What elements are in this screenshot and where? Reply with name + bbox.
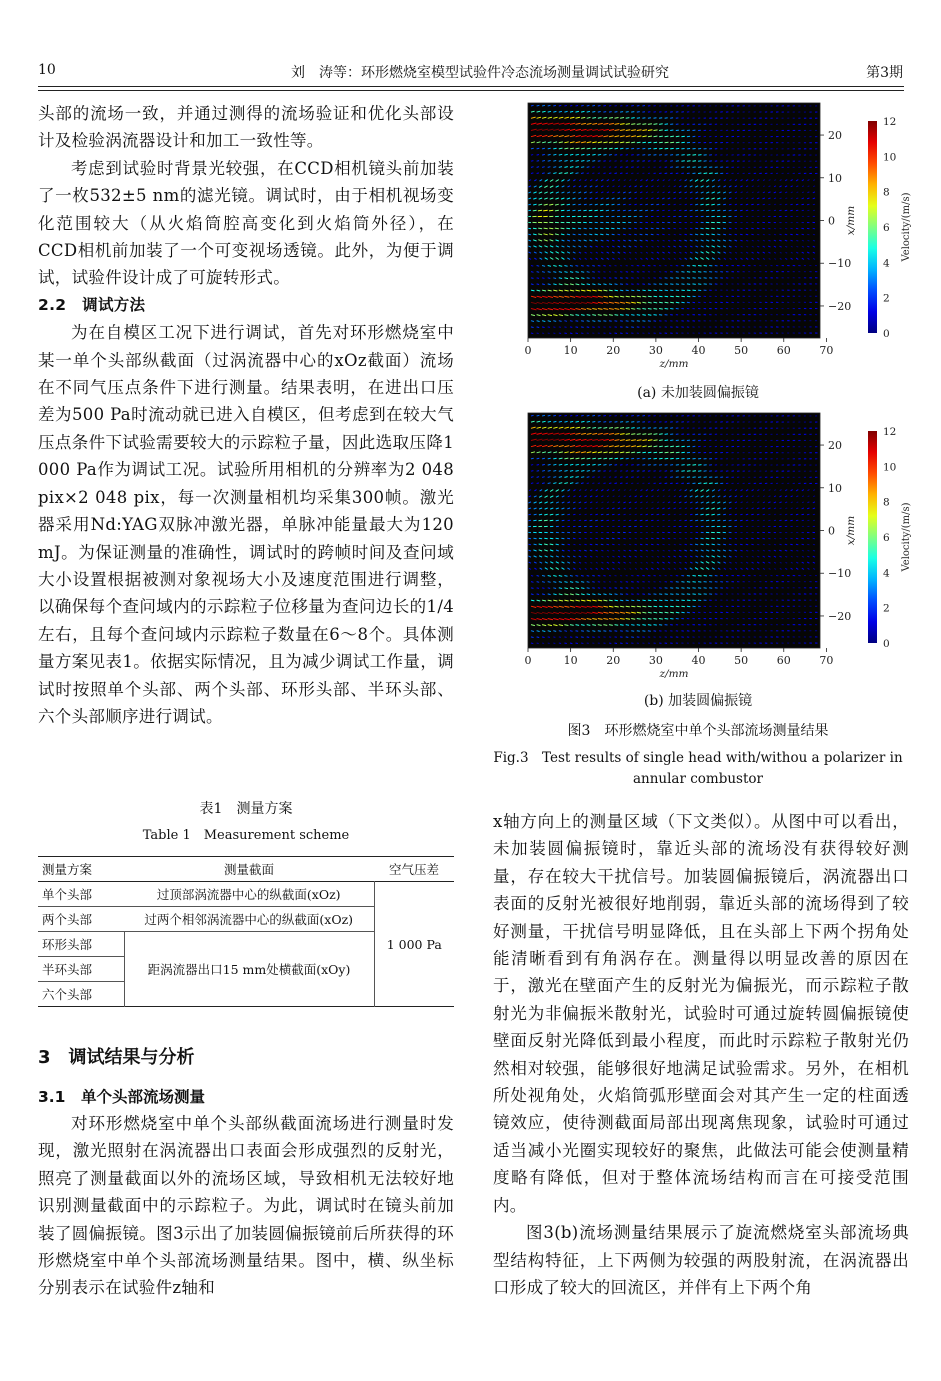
y-tick-label: −20: [828, 609, 852, 623]
x-tick-label: 40: [691, 654, 706, 667]
table-header-cell: 测量方案: [42, 862, 93, 877]
left-text-block-2: [38, 1110, 454, 1302]
table-cell: 六个头部: [38, 982, 124, 1007]
table-header-cell: 测量截面: [223, 862, 274, 877]
colorbar-tick-label: 8: [883, 186, 890, 199]
x-tick-label: 0: [524, 654, 532, 667]
table-cell: 两个头部: [42, 912, 93, 927]
y-tick-label: 0: [828, 214, 835, 228]
table-cell: 过两个相邻涡流器中心的纵截面(xOz): [124, 907, 374, 932]
x-tick-label: 70: [819, 654, 834, 667]
y-tick-label: −10: [828, 567, 852, 581]
colorbar-tick-label: 6: [883, 222, 890, 234]
paragraph: 头部的流场一致，并通过测得的流场验证和优化头部设计及检验涡流器设计和加工一致性等。: [38, 104, 454, 151]
figure-caption-cn: 图3 环形燃烧室中单个头部流场测量结果: [567, 723, 829, 739]
table-cell: 过顶部涡流器中心的纵截面(xOz): [124, 882, 374, 907]
x-tick-label: 10: [563, 654, 578, 667]
table-cell: 环形头部: [38, 932, 124, 957]
section-heading: 2.2 调试方法: [38, 295, 146, 314]
y-tick-label: 10: [828, 171, 842, 185]
figure-3b: [493, 408, 913, 708]
colorbar-tick-label: 2: [883, 602, 890, 615]
x-tick-label: 50: [734, 654, 749, 667]
header-rule-thin: [38, 90, 904, 91]
paragraph: 对环形燃烧室中单个头部纵截面流场进行测量时发现，激光照射在涡流器出口表面会形成强烈的反射光，照亮了测量截面以外的流场区域，导致相机无法较好地识别测量截面中的示踪粒子。为此，调试时在镜头前加装了圆偏振镜。图3示出了加装圆偏振镜前后所获得的环形燃烧室中单个头部流场测量结果。图中，横、纵坐标分别表示在试验件z轴和: [38, 1114, 454, 1298]
table-cell: 距涡流器出口15 mm处横截面(xOy): [124, 932, 374, 1007]
table-row: [38, 882, 454, 907]
y-axis-label: x/mm: [845, 515, 857, 546]
x-axis-label: z/mm: [659, 668, 689, 680]
table-cell: 单个头部: [42, 887, 93, 902]
y-tick-label: 20: [828, 439, 842, 453]
colorbar: [868, 121, 877, 333]
table-header-row: [38, 857, 454, 882]
paragraph: 为在自模区工况下进行调试，首先对环形燃烧室中某一单个头部纵截面（过涡流器中心的xOz截面）流场在不同气压点条件下进行测量。结果表明，在进出口压差为500 Pa时流动就已进入自模区，但考虑到在较大气压点条件下试验需要较大的示踪粒子量，因此选取压降1 000 Pa作为调试工况。试验所用相机的分辨率为2 048 pix×2 048 pix，每一次测量相机均采集300帧。激光器采用Nd:YAG双脉冲激光器，单脉冲能量最大为120 mJ。为保证测量的准确性，调试时的跨帧时间及查问域大小设置根据被测对象视场大小及速度范围进行调整，以确保每个查问域内的示踪粒子位移量为查问边长的1/4左右，且每个查问域内示踪粒子数量在6～8个。具体测量方案见表1。依据实际情况，且为减少调试工作量，调试时按照单个头部、两个头部、环形头部、半环头部、六个头部顺序进行调试。: [38, 323, 454, 726]
colorbar-tick-label: 0: [883, 328, 890, 340]
right-text-block: [493, 808, 909, 1301]
table-cell-pressure: 1 000 Pa: [386, 936, 442, 952]
colorbar-label: Velocity/(m/s): [901, 192, 912, 262]
colorbar-tick-label: 2: [883, 292, 890, 305]
issue-number: 第3期: [866, 65, 903, 81]
colorbar-tick-label: 8: [883, 496, 890, 509]
x-tick-label: 60: [776, 344, 791, 357]
y-tick-label: 10: [828, 481, 842, 495]
x-tick-label: 30: [648, 344, 663, 357]
measurement-table: [38, 856, 454, 1007]
left-text-block: [38, 100, 454, 730]
colorbar-tick-label: 4: [883, 257, 890, 270]
x-tick-label: 70: [819, 344, 834, 357]
colorbar-tick-label: 6: [883, 532, 890, 544]
x-tick-label: 10: [563, 344, 578, 357]
x-axis-label: z/mm: [659, 358, 689, 370]
section-heading-3-1: 3.1 单个头部流场测量: [38, 1088, 205, 1106]
x-tick-label: 0: [524, 344, 532, 357]
paragraph: x轴方向上的测量区域（下文类似）。从图中可以看出，未加装圆偏振镜时，靠近头部的流场没有获得较好测量，存在较大干扰信号。加装圆偏振镜后，涡流器出口表面的反射光被很好地削弱，靠近头部的流场得到了较好测量，干扰信号明显降低，且在头部上下两个拐角处能清晰看到有角涡存在。测量得以明显改善的原因在于，激光在壁面产生的反射光为偏振光，而示踪粒子散射光为非偏振米散射光，试验时可通过旋转圆偏振镜使壁面反射光降低到最小程度，而此时示踪粒子散射光仍然相对较强，能够很好地满足试验需求。另外，在相机所处视角处，火焰筒弧形壁面会对其产生一定的柱面透镜效应，使待测截面局部出现离焦现象，试验时可通过适当减小光圈实现较好的聚焦，此做法可能会使测量精度略有降低，但对于整体流场结构而言在可接受范围内。: [493, 812, 909, 1215]
flow-field-plot-a: [493, 98, 913, 398]
x-tick-label: 30: [648, 654, 663, 667]
paragraph: 考虑到试验时背景光较强，在CCD相机镜头前加装了一枚532±5 nm的滤光镜。调试时，由于相机视场变化范围较大（从火焰筒腔高变化到火焰筒外径），在CCD相机前加装了一个可变视场透镜。此外，为便于调试，试验件设计成了可旋转形式。: [38, 158, 454, 288]
y-axis-label: x/mm: [845, 205, 857, 236]
x-tick-label: 60: [776, 654, 791, 667]
table-caption-en: Table 1 Measurement scheme: [142, 828, 350, 843]
paragraph: 图3(b)流场测量结果展示了旋流燃烧室头部流场典型结构特征，上下两侧为较强的两股射流，在涡流器出口形成了较大的回流区，并伴有上下两个角: [493, 1223, 909, 1297]
table-cell: 半环头部: [38, 957, 124, 982]
table-caption-cn: 表1 测量方案: [199, 801, 293, 817]
x-tick-label: 20: [606, 654, 621, 667]
colorbar-tick-label: 4: [883, 567, 890, 580]
x-tick-label: 40: [691, 344, 706, 357]
colorbar-tick-label: 10: [883, 151, 897, 164]
flow-field-plot-b: [493, 408, 913, 708]
colorbar-label: Velocity/(m/s): [901, 502, 912, 572]
header-rule: [38, 86, 904, 87]
y-tick-label: 0: [828, 524, 835, 538]
figure-3a: [493, 98, 913, 398]
running-title: 刘 涛等：环形燃烧室模型试验件冷态流场测量调试试验研究: [291, 65, 669, 81]
x-tick-label: 20: [606, 344, 621, 357]
table-header-cell: 空气压差: [388, 862, 439, 877]
section-heading-3: 3 调试结果与分析: [38, 1047, 195, 1068]
subfigure-caption-a: (a) 未加装圆偏振镜: [637, 385, 759, 401]
x-tick-label: 50: [734, 344, 749, 357]
y-tick-label: −10: [828, 257, 852, 271]
figure-caption-en: Fig.3 Test results of single head with/withou a polarizer in: [493, 750, 903, 766]
y-tick-label: −20: [828, 299, 852, 313]
colorbar-tick-label: 10: [883, 461, 897, 474]
y-tick-label: 20: [828, 129, 842, 143]
colorbar-tick-label: 12: [883, 426, 897, 438]
colorbar: [868, 431, 877, 643]
figure-caption-en-2: annular combustor: [632, 771, 763, 787]
page-number: 10: [38, 62, 56, 78]
colorbar-tick-label: 0: [883, 638, 890, 650]
colorbar-tick-label: 12: [883, 116, 897, 128]
subfigure-caption-b: (b) 加装圆偏振镜: [643, 693, 753, 709]
